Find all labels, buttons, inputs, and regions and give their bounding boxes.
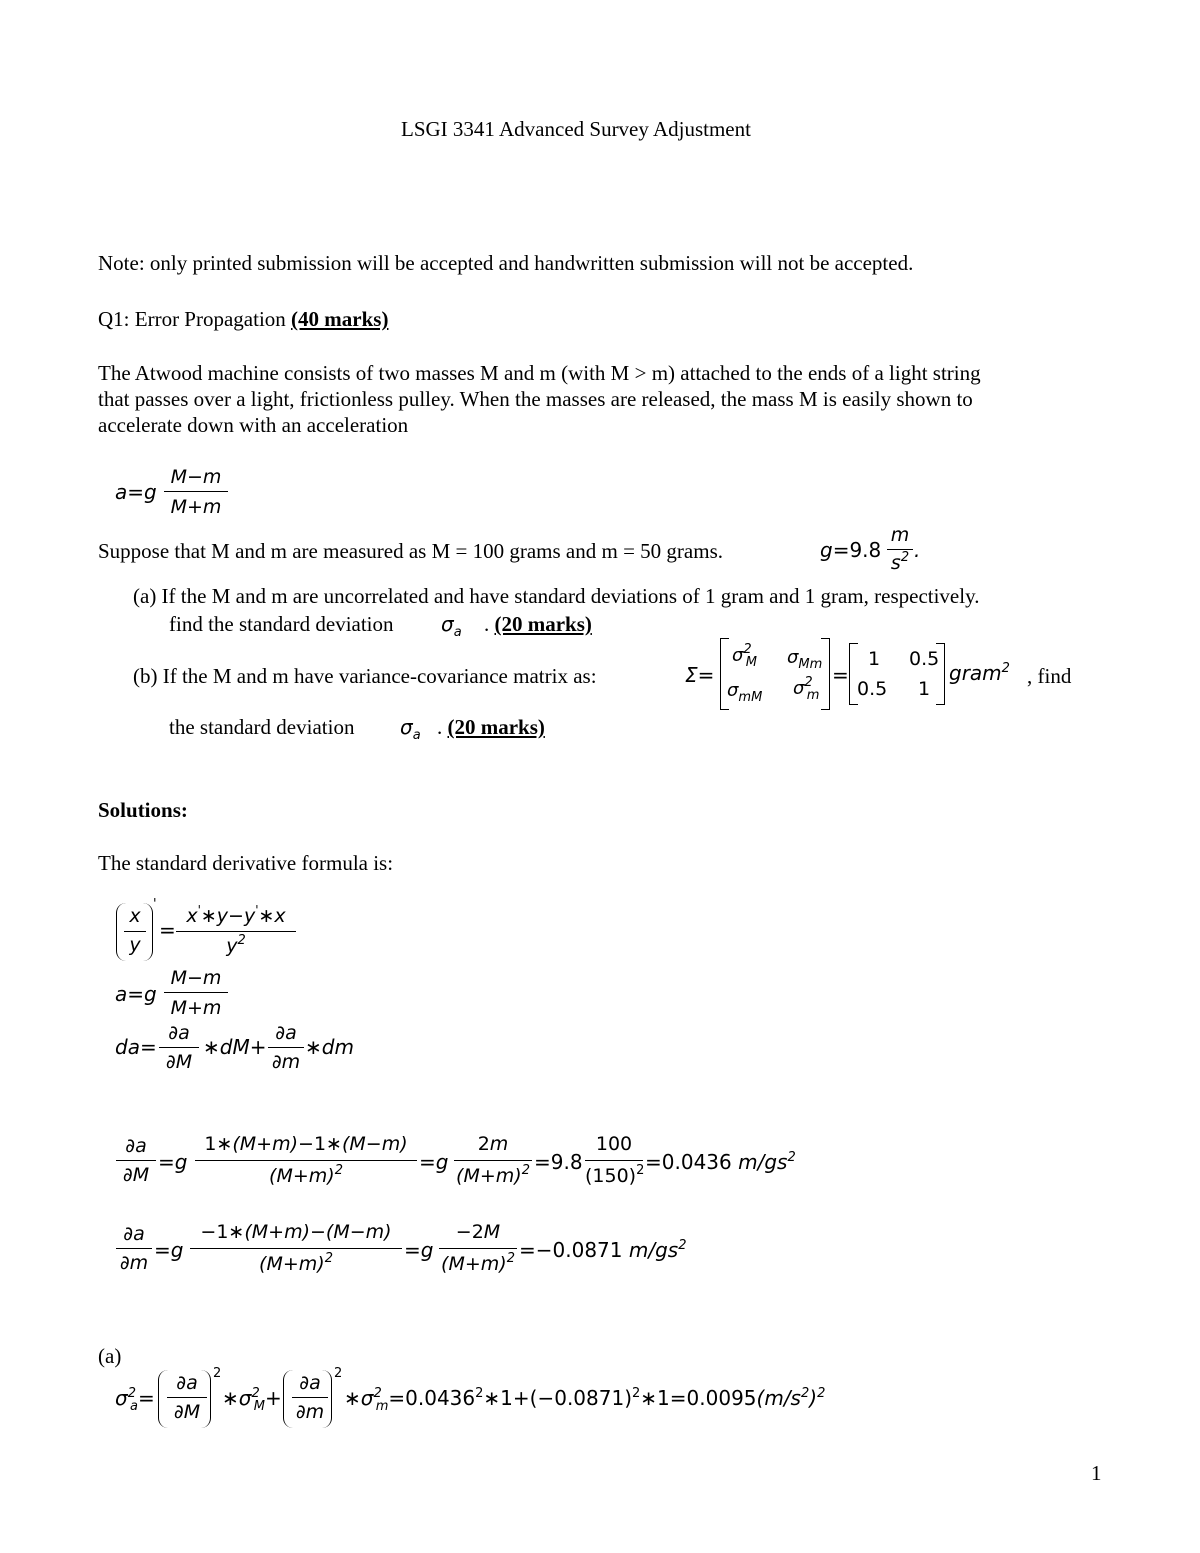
document-page: LSGI 3341 Advanced Survey Adjustment Note: only printed submission will be accepted and handwritten submission will not be accepted. Q1: Error Propagation (40 marks) The Atwood machine consists of two masses M and m (with M > m) attached to the ends of a light string that passes over a light, frictionless pulley. When the masses are released, the mass M is easily shown to accelerate down with an acceleration a=g M−m M+m Suppose that M and m are measured as M = 100 grams and m = 50 grams. g=9.8 m $s^2$ . (a) If the M and m are uncorrelated and have standard deviations of 1 gram and 1 gram, respectively. find the standard deviation $\sigma_a$ . (20 marks) (b) If the M and m have variance-covariance matrix as: Σ= $\sigma^2_M$ $\sigma_{Mm}$ $\sigma_{mM}$ $\sigma^2_m$ = 1 0.5 0.5 1 gram$^2$ , find the standard deviation $\sigma_a$ . (20 marks) Solutions: The standard derivative formula is: x y ' = x'∗y−y'∗x $y^2$ a=g M−m M+m da= ∂a ∂M ∗dM+ ∂a ∂m ∗dm ∂a ∂M =g 1∗(M+m)−1∗(M−m) $(M+m)^2$ =g 2m $(M+m)^2$ =9.8 100 $(150)^2$ =0.0436 $m/gs^2$ ∂a ∂m =g −1∗(M+m)−(M−m) $(M+m)^2$ =g −2M $(M+m)^2$ =−0.0871 $m/gs^2$ (a) $\sigma^2_a=$ ∂a ∂M 2 $∗\sigma^2_M+$ ∂a ∂m 2 $∗\sigma^2_m=0.0436^2∗1+(-0.0871)^2∗1=0.0095(m/s^2)^2$ 1	[98, 117, 1102, 1485]
part-a-marks-wrap: . (20 marks)	[484, 612, 592, 636]
suppose-line: Suppose that M and m are measured as M = 100 grams and m = 50 grams.	[98, 539, 723, 563]
q1-paragraph-line-2: that passes over a light, frictionless pulley. When the masses are released, the mass M is easily shown to	[98, 387, 973, 411]
part-b-line-2: the standard deviation	[169, 715, 355, 739]
page-title: LSGI 3341 Advanced Survey Adjustment	[401, 117, 751, 141]
part-b-marks-wrap: . (20 marks)	[437, 715, 545, 739]
q1-heading	[98, 306, 388, 332]
part-a-marks: (20 marks)	[494, 612, 592, 636]
part-a-text: find the standard deviation	[169, 612, 394, 636]
part-a-line-2	[169, 611, 394, 637]
sigma-a-symbol-b: $\sigma_a$	[400, 715, 421, 743]
solution-part-a-label: (a)	[98, 1344, 122, 1368]
part-b-marks: (20 marks)	[447, 715, 545, 739]
sigma-a-symbol: $\sigma_a$	[441, 612, 462, 640]
solutions-intro: The standard derivative formula is:	[98, 851, 394, 875]
q1-label: Q1: Error Propagation	[98, 307, 292, 331]
solutions-heading: Solutions:	[98, 798, 188, 822]
part-b-find: , find	[1027, 664, 1072, 688]
part-a-line-1: (a) If the M and m are uncorrelated and have standard deviations of 1 gram and 1 gram, respectively.	[133, 584, 980, 608]
q1-marks: (40 marks)	[291, 307, 389, 331]
page-number: 1	[1091, 1461, 1102, 1485]
submission-note: Note: only printed submission will be accepted and handwritten submission will not be accepted.	[98, 251, 914, 275]
q1-paragraph-line-1: The Atwood machine consists of two masses M and m (with M > m) attached to the ends of a light string	[98, 361, 981, 385]
part-b-line-1: (b) If the M and m have variance-covariance matrix as:	[133, 664, 597, 688]
q1-paragraph-line-3: accelerate down with an acceleration	[98, 413, 409, 437]
